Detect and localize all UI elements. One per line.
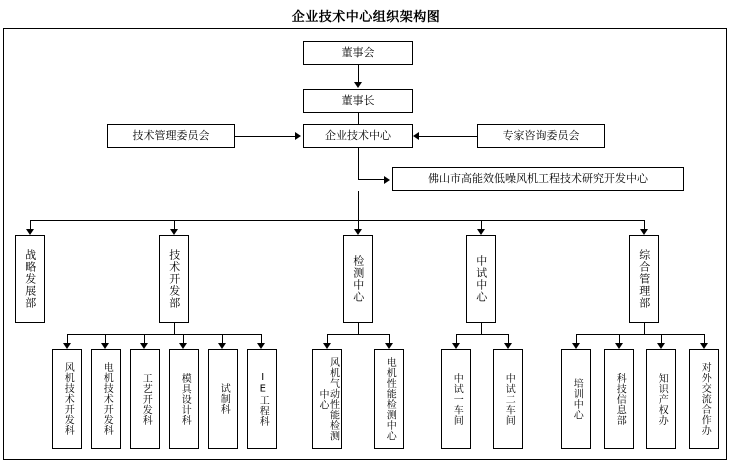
leaf-test-1[interactable]: 电机性能检测中心	[374, 349, 404, 449]
node-research-center[interactable]: 佛山市高能效低噪风机工程技术研究开发中心	[392, 167, 684, 191]
node-board[interactable]: 董事会	[303, 41, 413, 65]
leaf-admin-1[interactable]: 科技信息部	[604, 349, 634, 449]
leaf-pilot-1[interactable]: 中试二车间	[493, 349, 523, 449]
node-tech-committee[interactable]: 技术管理委员会	[107, 124, 235, 148]
leaf-admin-0[interactable]: 培训中心	[561, 349, 591, 449]
leaf-tech-0[interactable]: 风机技术开发科	[52, 349, 82, 449]
leaf-admin-2[interactable]: 知识产权办	[646, 349, 676, 449]
node-dept-admin[interactable]: 综合管理部	[629, 235, 659, 323]
leaf-admin-3[interactable]: 对外交流合作办	[689, 349, 719, 449]
node-chairman[interactable]: 董事长	[303, 89, 413, 113]
leaf-pilot-0[interactable]: 中试一车间	[441, 349, 471, 449]
node-dept-strategy[interactable]: 战略发展部	[15, 235, 45, 323]
leaf-tech-3[interactable]: 模具设计科	[169, 349, 199, 449]
node-dept-tech[interactable]: 技术开发部	[159, 235, 189, 323]
node-center[interactable]: 企业技术中心	[303, 124, 413, 148]
node-dept-pilot[interactable]: 中试中心	[466, 235, 496, 323]
leaf-tech-5[interactable]: IE工程科	[247, 349, 277, 449]
page-title: 企业技术中心组织架构图	[291, 10, 441, 25]
leaf-test-0[interactable]: 风机气动性能检测中心	[312, 349, 342, 449]
leaf-tech-1[interactable]: 电机技术开发科	[91, 349, 121, 449]
org-chart-frame	[3, 28, 727, 460]
leaf-tech-4[interactable]: 试制科	[208, 349, 238, 449]
leaf-tech-2[interactable]: 工艺开发科	[130, 349, 160, 449]
node-dept-test[interactable]: 检测中心	[343, 235, 373, 323]
node-expert-committee[interactable]: 专家咨询委员会	[477, 124, 605, 148]
